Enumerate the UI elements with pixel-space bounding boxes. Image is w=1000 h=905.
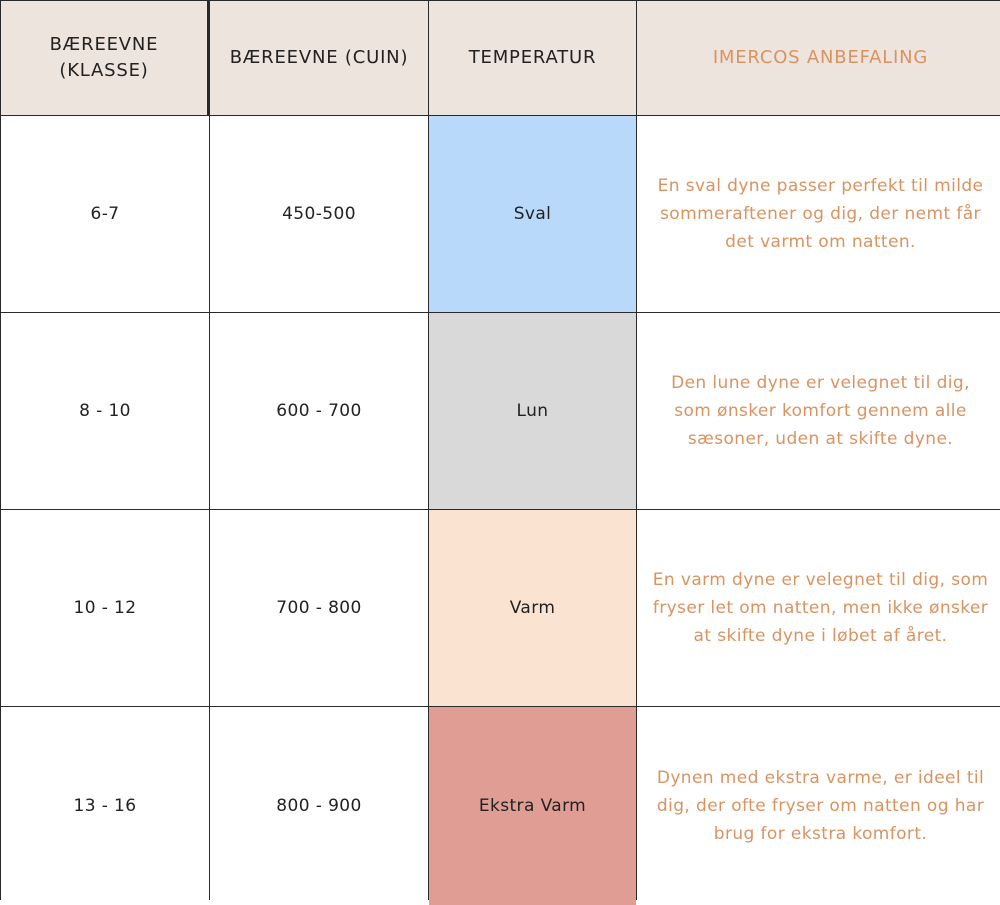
row-4-temperatur: Ekstra Varm xyxy=(429,707,636,905)
row-2-klasse: 8 - 10 xyxy=(1,313,209,509)
row-1-anbefaling: En sval dyne passer perfekt til milde sommeraftener og dig, der nemt får det varmt om natten. xyxy=(637,116,1000,312)
row-4-klasse: 13 - 16 xyxy=(1,707,209,905)
header-anbefaling: IMERCOS ANBEFALING xyxy=(637,1,1000,115)
row-4-cuin: 800 - 900 xyxy=(210,707,428,905)
row-1-temperatur: Sval xyxy=(429,116,636,312)
header-klasse: BÆREEVNE (KLASSE) xyxy=(1,1,209,115)
row-3-anbefaling: En varm dyne er velegnet til dig, som fryser let om natten, men ikke ønsker at skifte dyne i løbet af året. xyxy=(637,510,1000,706)
row-2-cuin: 600 - 700 xyxy=(210,313,428,509)
header-temperatur: TEMPERATUR xyxy=(429,1,636,115)
row-2-temperatur: Lun xyxy=(429,313,636,509)
header-cuin: BÆREEVNE (CUIN) xyxy=(210,1,428,115)
row-4-anbefaling: Dynen med ekstra varme, er ideel til dig, der ofte fryser om natten og har brug for ekstra komfort. xyxy=(637,707,1000,905)
row-3-klasse: 10 - 12 xyxy=(1,510,209,706)
row-1-cuin: 450-500 xyxy=(210,116,428,312)
row-2-anbefaling: Den lune dyne er velegnet til dig, som ønsker komfort gennem alle sæsoner, uden at skifte dyne. xyxy=(637,313,1000,509)
row-3-temperatur: Varm xyxy=(429,510,636,706)
row-3-cuin: 700 - 800 xyxy=(210,510,428,706)
row-1-klasse: 6-7 xyxy=(1,116,209,312)
